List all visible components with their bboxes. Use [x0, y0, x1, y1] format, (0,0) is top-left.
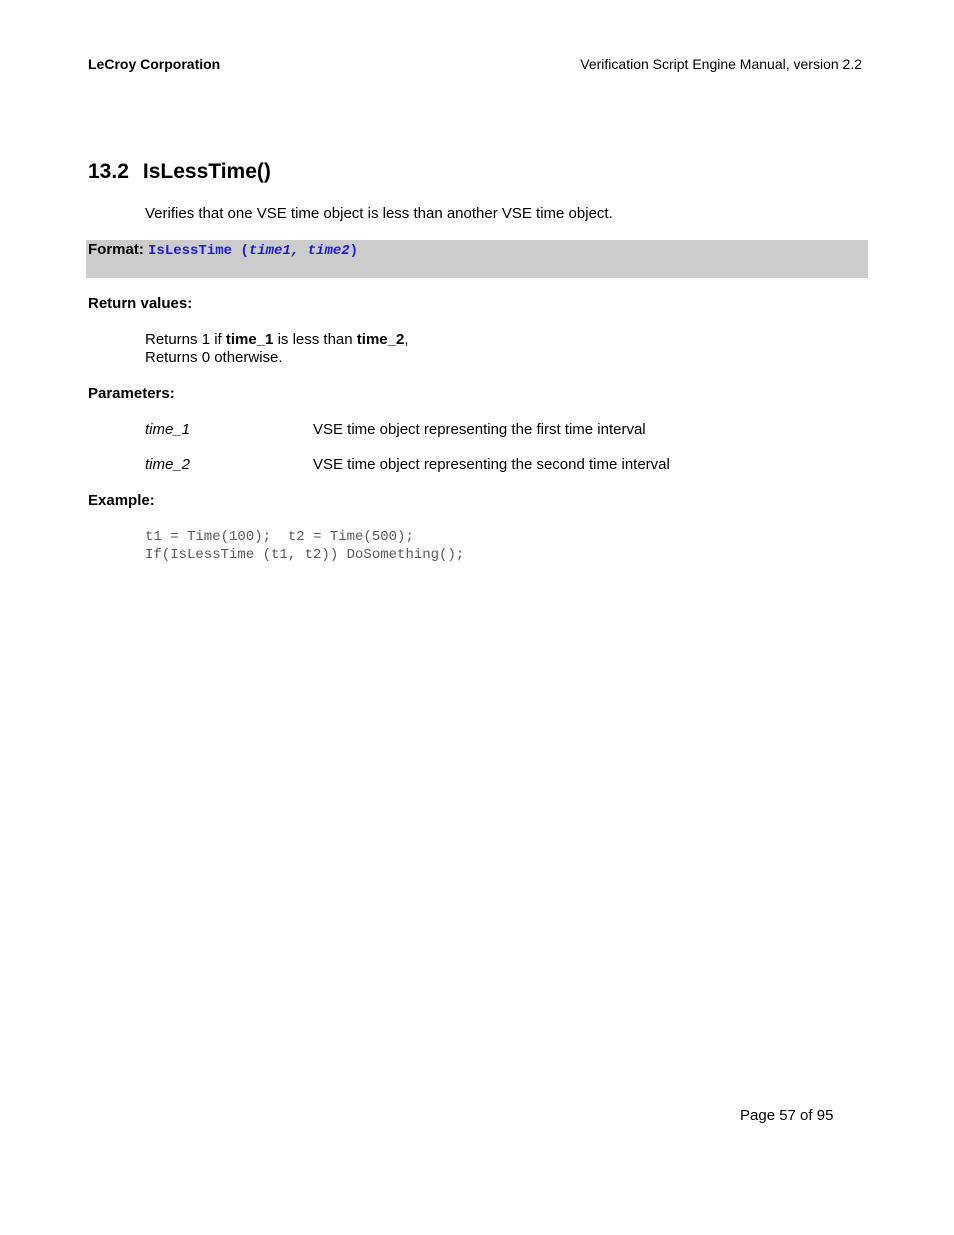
format-close-paren: ) — [349, 243, 359, 259]
section-description: Verifies that one VSE time object is less than another VSE time object. — [145, 205, 613, 222]
parameters-heading: Parameters: — [88, 385, 175, 402]
format-open-paren: ( — [240, 243, 249, 259]
format-function-name: IsLessTime — [148, 243, 233, 259]
header-company: LeCroy Corporation — [88, 56, 221, 72]
return-values-heading: Return values: — [88, 295, 193, 312]
parameter-description: VSE time object representing the second time interval — [313, 456, 670, 473]
section-heading — [88, 160, 271, 184]
section-title: IsLessTime() — [142, 160, 271, 183]
format-signature — [148, 243, 358, 259]
example-code-block — [145, 528, 464, 564]
code-line: If(IsLessTime (t1, t2)) DoSomething(); — [145, 547, 465, 563]
format-label: Format: — [88, 241, 144, 258]
return-arg-1: time_1 — [225, 331, 274, 348]
page-number: Page 57 of 95 — [740, 1107, 834, 1124]
format-box — [86, 240, 868, 278]
return-text: Returns 1 if — [145, 331, 226, 348]
code-line: t1 = Time(100); t2 = Time(500); — [145, 529, 414, 545]
section-number: 13.2 — [88, 160, 129, 183]
return-text: is less than — [273, 331, 357, 348]
parameter-name: time_1 — [145, 421, 191, 438]
format-arguments: time1, time2 — [248, 243, 350, 259]
return-arg-2: time_2 — [356, 331, 405, 348]
example-heading: Example: — [88, 492, 155, 509]
parameter-description: VSE time object representing the first time interval — [313, 421, 646, 438]
parameter-name: time_2 — [145, 456, 191, 473]
format-line — [88, 241, 358, 259]
return-values-line-2: Returns 0 otherwise. — [145, 349, 283, 366]
return-text: , — [404, 331, 409, 348]
header-manual-title: Verification Script Engine Manual, version 2.2 — [580, 56, 862, 72]
return-values-line-1 — [145, 331, 408, 349]
